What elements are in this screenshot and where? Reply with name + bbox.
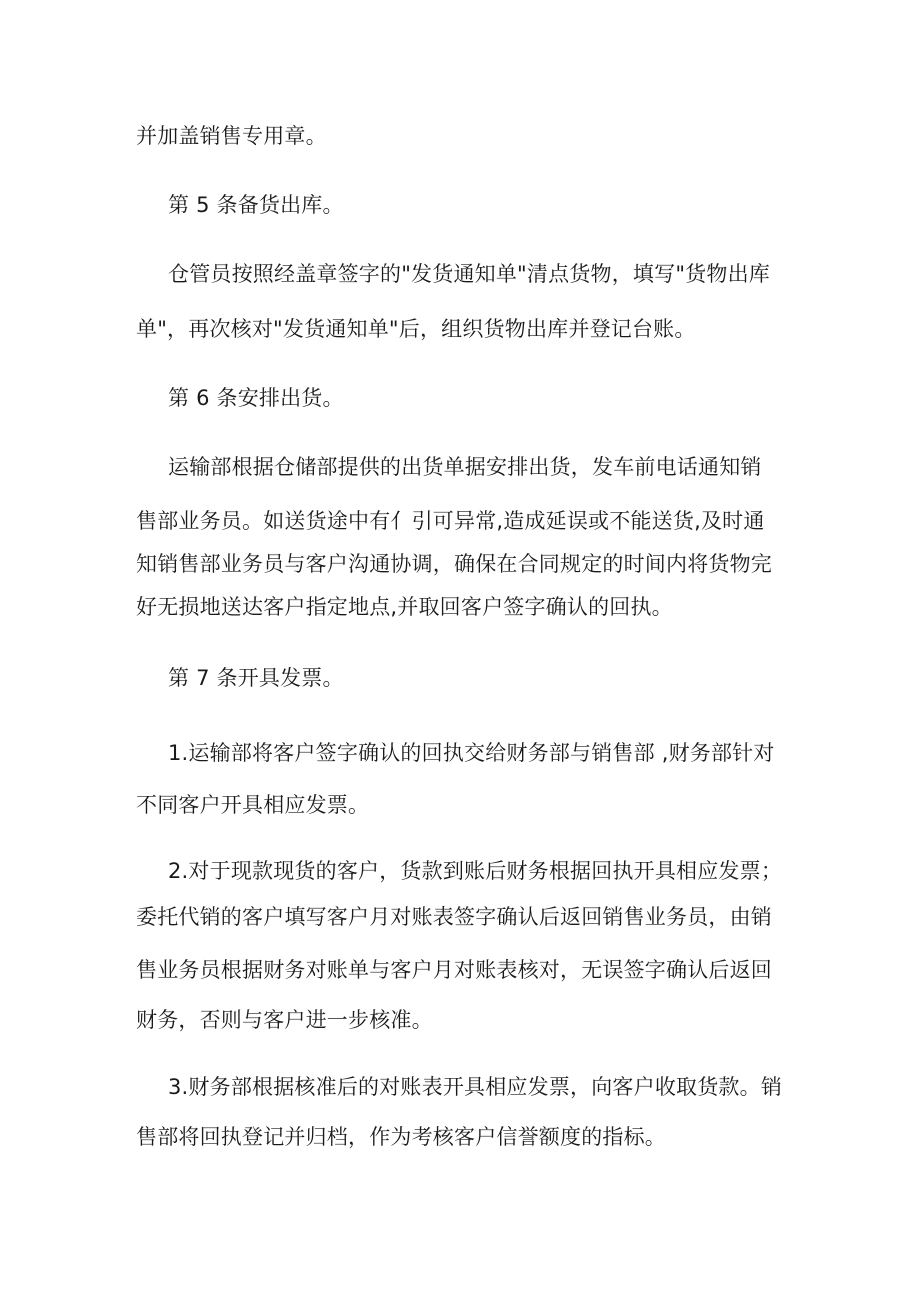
text-line: 1.运输部将客户签字确认的回执交给财务部与销售部 ,财务部针对 (168, 741, 775, 765)
article-heading: 第 5 条备货出库。 (168, 193, 344, 217)
text-line: 并加盖销售专用章。 (136, 124, 327, 148)
text-line: 3.财务部根据核准后的对账表开具相应发票，向客户收取货款。销 (168, 1075, 783, 1099)
text-line: 好无损地送达客户指定地点,并取回客户签字确认的回执。 (136, 595, 673, 619)
text-line: 售部将回执登记并归档，作为考核客户信誉额度的指标。 (136, 1125, 666, 1149)
text-line: 不同客户开具相应发票。 (136, 793, 370, 817)
text-line: 运输部根据仓储部提供的出货单据安排出货，发车前电话通知销 (168, 455, 762, 479)
text-line: 2.对于现款现货的客户，货款到账后财务根据回执开具相应发票； (168, 859, 783, 883)
article-heading: 第 6 条安排出货。 (168, 386, 344, 410)
text-line: 仓管员按照经盖章签字的"发货通知单"清点货物，填写"货物出库 (168, 262, 770, 286)
text-line: 委托代销的客户填写客户月对账表签字确认后返回销售业务员，由销 (136, 905, 772, 929)
article-heading: 第 7 条开具发票。 (168, 666, 344, 690)
text-line: 知销售部业务员与客户沟通协调，确保在合同规定的时间内将货物完 (136, 552, 772, 576)
text-line: 单"，再次核对"发货通知单"后，组织货物出库并登记台账。 (136, 317, 696, 341)
text-line: 售业务员根据财务对账单与客户月对账表核对，无误签字确认后返回 (136, 958, 772, 982)
text-line: 财务，否则与客户进一步核准。 (136, 1008, 433, 1032)
text-line: 售部业务员。如送货途中有⺅引可异常,造成延误或不能送货,及时通 (136, 509, 765, 533)
